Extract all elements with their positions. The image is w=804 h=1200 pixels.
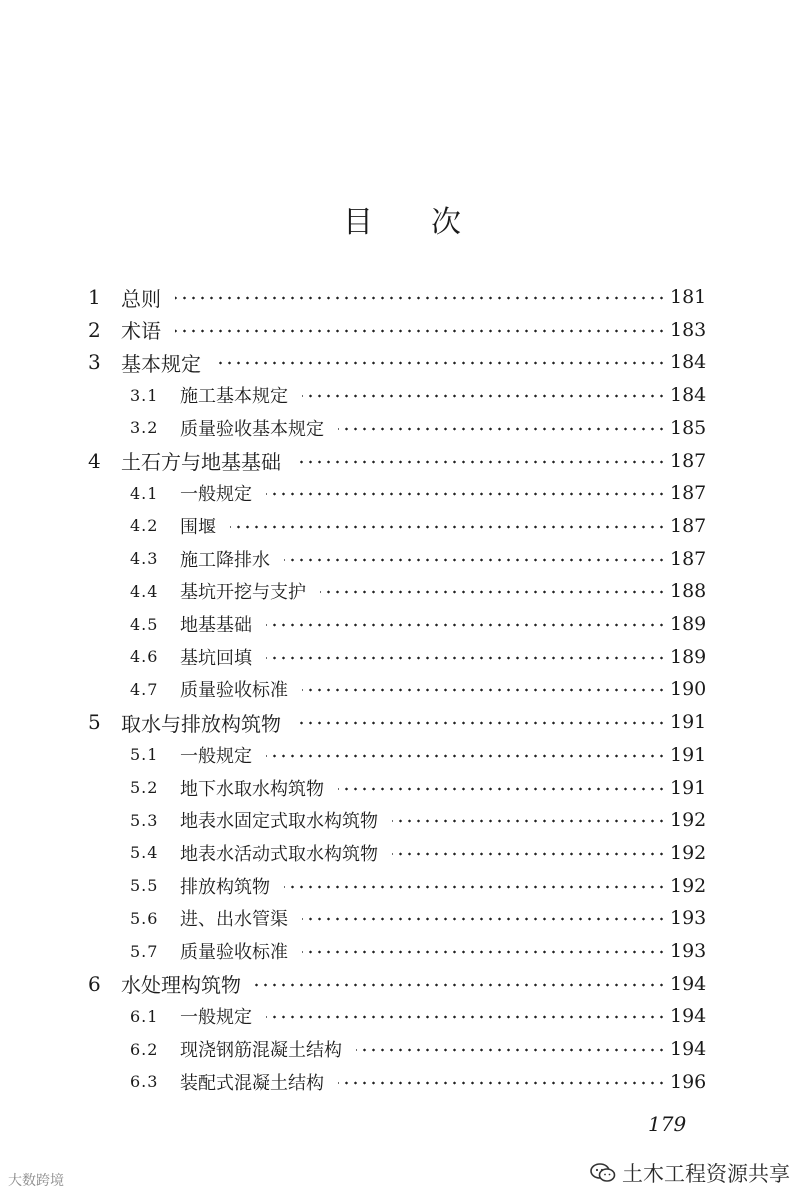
dot-leader — [392, 818, 666, 824]
toc-entry-label: 取水与排放构筑物 — [121, 711, 281, 736]
toc-entry-number: 3.2 — [130, 418, 159, 438]
toc-entry-number: 4 — [88, 448, 101, 473]
toc-entry-page: 190 — [670, 678, 707, 701]
toc-entry-page: 194 — [670, 972, 707, 995]
toc-entry-page: 194 — [670, 1038, 707, 1061]
toc-entry-label: 基坑回填 — [180, 647, 252, 669]
toc-entry-label: 质量验收标准 — [180, 680, 288, 702]
toc-entry — [0, 445, 804, 477]
watermark-left — [8, 1170, 64, 1190]
toc-entry-label: 现浇钢筋混凝土结构 — [180, 1040, 342, 1062]
toc-entry — [0, 412, 804, 444]
toc-entry-label: 排放构筑物 — [180, 876, 270, 898]
toc-entry — [0, 575, 804, 607]
toc-entry-number: 1 — [88, 285, 101, 309]
toc-entry-page: 191 — [670, 743, 707, 766]
toc-entry — [0, 1000, 804, 1032]
toc-entry — [0, 772, 804, 804]
toc-entry — [0, 739, 804, 771]
toc-entry-label: 基本规定 — [121, 351, 201, 376]
toc-entry-page: 192 — [670, 874, 707, 897]
toc-entry-number: 5.6 — [130, 908, 159, 928]
toc-entry — [0, 346, 804, 378]
dot-leader — [302, 949, 666, 955]
dot-leader — [215, 360, 666, 366]
toc-entry-page: 185 — [670, 416, 707, 439]
toc-entry — [0, 902, 804, 934]
toc-entry-page: 189 — [670, 645, 707, 668]
toc-entry — [0, 804, 804, 836]
toc-entry-number: 3.1 — [130, 385, 159, 405]
dot-leader — [302, 687, 666, 693]
dot-leader — [302, 916, 666, 922]
toc-entry-page: 184 — [670, 351, 707, 374]
toc-entry-page: 187 — [670, 514, 707, 537]
toc-entry — [0, 543, 804, 575]
toc-entry-number: 6.2 — [130, 1039, 159, 1059]
toc-entry-number: 5.2 — [130, 778, 159, 797]
toc-entry — [0, 477, 804, 509]
dot-leader — [230, 524, 666, 530]
toc-entry-page: 193 — [670, 940, 707, 962]
toc-entry — [0, 379, 804, 411]
toc-entry-page: 181 — [670, 286, 707, 308]
toc-entry-label: 装配式混凝土结构 — [180, 1072, 324, 1094]
toc-entry-label: 基坑开挖与支护 — [180, 582, 306, 604]
toc-entry-number: 4.7 — [130, 679, 159, 699]
dot-leader — [266, 753, 666, 759]
toc-entry-number: 6 — [88, 971, 101, 996]
toc-entry-page: 192 — [670, 809, 707, 832]
toc-entry-label: 土石方与地基基础 — [121, 450, 281, 474]
toc-entry — [0, 314, 804, 346]
toc-title — [0, 197, 804, 241]
dot-leader — [320, 589, 666, 595]
toc-entry — [0, 837, 804, 869]
toc-entry-label: 地表水固定式取水构筑物 — [180, 811, 378, 833]
toc-entry — [0, 1033, 804, 1065]
dot-leader — [302, 393, 666, 399]
toc-entry — [0, 281, 804, 313]
dot-leader — [295, 459, 666, 465]
toc-entry-label: 地下水取水构筑物 — [180, 778, 324, 800]
toc-entry — [0, 968, 804, 1000]
toc-entry — [0, 935, 804, 967]
dot-leader — [266, 622, 666, 628]
toc-entry-number: 4.6 — [130, 647, 159, 667]
dot-leader — [175, 295, 666, 301]
toc-entry-label: 质量验收标准 — [180, 942, 288, 963]
toc-entry-page: 188 — [670, 580, 707, 603]
toc-entry-number: 4.3 — [130, 549, 159, 569]
dot-leader — [255, 982, 666, 988]
dot-leader — [356, 1047, 666, 1053]
dot-leader — [266, 491, 666, 497]
toc-entry-number: 5 — [88, 710, 101, 735]
toc-entry-number: 5.3 — [130, 810, 159, 830]
toc-entry-label: 施工基本规定 — [180, 386, 288, 408]
dot-leader — [284, 557, 666, 563]
toc-entry-page: 187 — [670, 547, 707, 570]
toc-entry-label: 围堰 — [180, 516, 216, 538]
toc-entry — [0, 510, 804, 542]
dot-leader — [266, 1014, 666, 1020]
toc-entry-label: 一般规定 — [180, 1007, 252, 1029]
toc-entry-page: 191 — [670, 711, 707, 734]
toc-entry-number: 3 — [88, 350, 101, 375]
toc-entry-number: 5.7 — [130, 941, 159, 961]
toc-entry-page: 196 — [670, 1070, 707, 1093]
toc-entry-label: 质量验收基本规定 — [180, 418, 324, 440]
title-char-1: 目 — [343, 205, 373, 240]
toc-entry-page: 193 — [670, 907, 707, 930]
toc-entry-page: 183 — [670, 318, 707, 341]
watermark-right-text: 土木工程资源共享 — [622, 1162, 790, 1186]
toc-entry-number: 5.1 — [130, 745, 159, 765]
toc-entry-number: 4.1 — [130, 483, 159, 503]
dot-leader — [284, 884, 666, 890]
dot-leader — [175, 328, 666, 334]
toc-entry-label: 进、出水管渠 — [180, 909, 288, 931]
wechat-icon — [590, 1162, 616, 1184]
toc-entry-page: 187 — [670, 482, 707, 505]
dot-leader — [266, 655, 666, 661]
toc-entry — [0, 870, 804, 902]
toc-entry-page: 191 — [670, 776, 707, 799]
dot-leader — [338, 786, 666, 792]
toc-entry — [0, 1066, 804, 1098]
toc-entry-number: 6.3 — [130, 1072, 159, 1092]
toc-entry-page: 184 — [670, 384, 707, 407]
toc-entry-label: 一般规定 — [180, 484, 252, 506]
watermark-left-text: 大数跨境 — [8, 1173, 64, 1189]
page-number: 179 — [648, 1112, 687, 1136]
toc-entry-page: 192 — [670, 841, 707, 864]
toc-entry-label: 地表水活动式取水构筑物 — [180, 843, 378, 865]
toc-entry — [0, 608, 804, 640]
dot-leader — [338, 1080, 666, 1086]
toc-entry-page: 187 — [670, 449, 707, 472]
toc-entry-label: 总则 — [121, 286, 161, 311]
toc-entry-label: 术语 — [121, 319, 161, 344]
toc-entry-label: 水处理构筑物 — [121, 973, 241, 998]
toc-entry-number: 5.4 — [130, 843, 159, 863]
toc-entry-label: 施工降排水 — [180, 549, 270, 571]
dot-leader — [295, 720, 666, 726]
dot-leader — [392, 851, 666, 857]
toc-entry-number: 5.5 — [130, 876, 159, 896]
toc-entry-number: 6.1 — [130, 1006, 159, 1026]
dot-leader — [338, 426, 666, 432]
toc-entry-label: 一般规定 — [180, 745, 252, 767]
toc-entry-page: 194 — [670, 1005, 707, 1028]
toc-entry — [0, 641, 804, 673]
toc-entry-label: 地基基础 — [180, 615, 252, 636]
toc-entry — [0, 673, 804, 705]
toc-entry — [0, 706, 804, 738]
title-char-2: 次 — [431, 205, 461, 240]
toc-entry-page: 189 — [670, 613, 707, 635]
toc-entry-number: 4.4 — [130, 581, 159, 601]
toc-entry-number: 4.2 — [130, 516, 159, 536]
toc-entry-number: 2 — [88, 317, 101, 342]
toc-entry-number: 4.5 — [130, 614, 159, 634]
watermark-right — [590, 1158, 790, 1188]
